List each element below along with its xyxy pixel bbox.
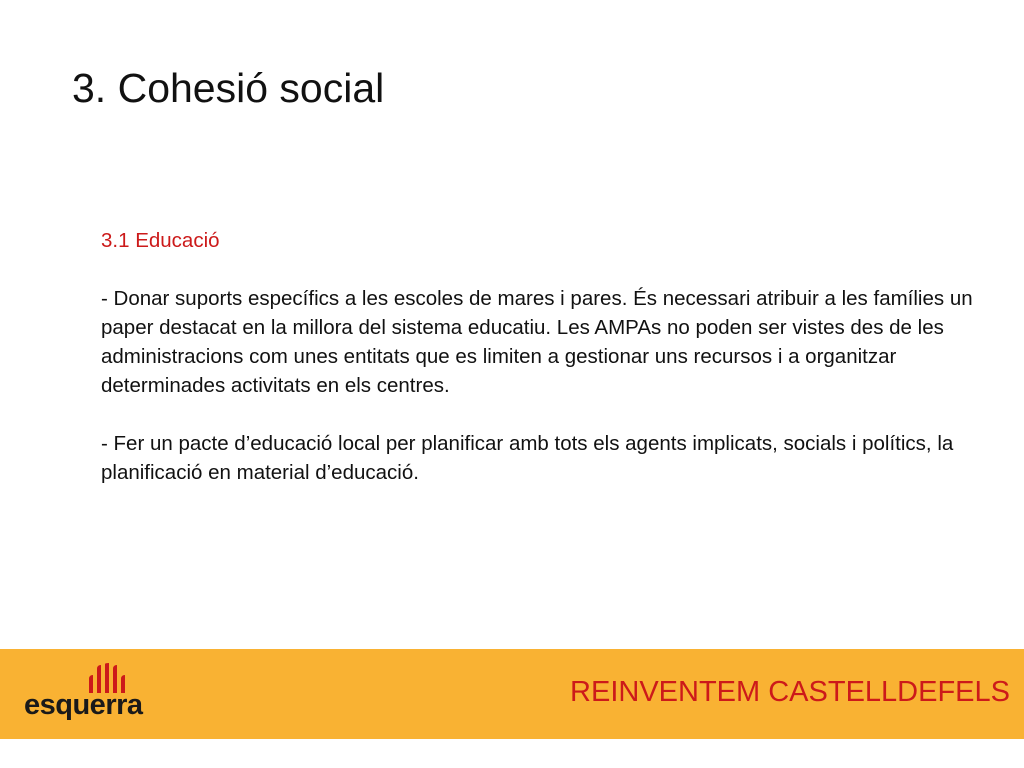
logo-text: esquerra xyxy=(24,689,143,721)
spacer xyxy=(101,400,981,429)
slide-title: 3. Cohesió social xyxy=(72,65,385,111)
paragraph-2: - Fer un pacte d’educació local per planificar amb tots els agents implicats, socials i polítics, la planificació en material d’educació. xyxy=(101,432,954,484)
slide-content xyxy=(101,226,981,487)
spacer xyxy=(101,255,981,284)
section-subheading: 3.1 Educació xyxy=(101,229,220,252)
paragraph-1: - Donar suports específics a les escoles de mares i pares. És necessari atribuir a les famílies un paper destacat en la millora del sistema educatiu. Les AMPAs no poden ser vistes des de les administracions com unes entitats que es limiten a gestionar uns recursos i a organitzar determinades activitats en els centres. xyxy=(101,287,973,397)
footer-bar xyxy=(0,649,1024,739)
footer-slogan: REINVENTEM CASTELLDEFELS xyxy=(570,676,1010,708)
esquerra-logo xyxy=(24,663,150,725)
